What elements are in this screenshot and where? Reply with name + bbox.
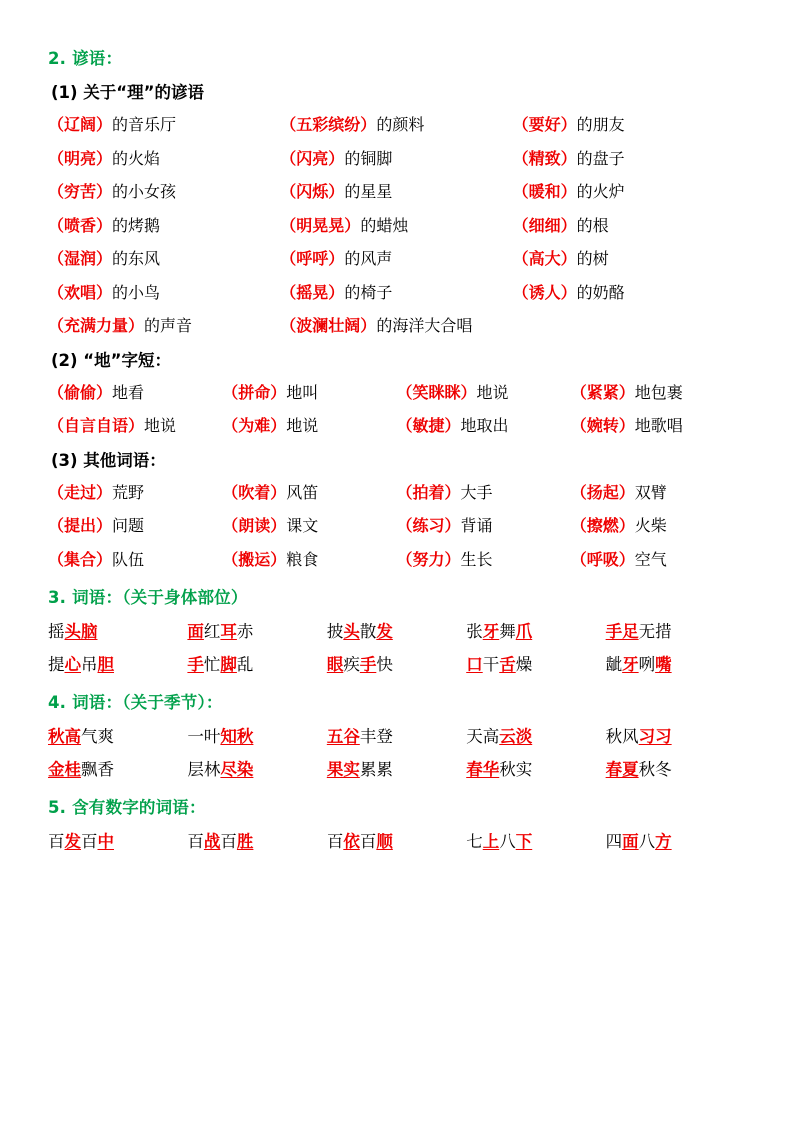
phrase-item: [280, 313, 512, 336]
phrase-answer: （五彩缤纷）: [280, 115, 377, 134]
idiom-item: [327, 828, 466, 852]
section-5-rows: [48, 828, 745, 852]
idiom-row: [48, 618, 745, 642]
idiom-item: [606, 756, 745, 780]
idiom-char: 无措: [638, 621, 672, 641]
idiom-key-char: 习习: [638, 726, 672, 746]
phrase-tail: 双臂: [634, 482, 667, 502]
idiom-key-char: 五谷: [326, 726, 360, 746]
idiom-key-char: 春夏: [605, 759, 639, 779]
idiom-key-char: 口: [466, 654, 483, 674]
phrase-tail: 地说: [286, 416, 319, 435]
phrase-answer: （闪烁）: [280, 182, 345, 201]
idiom-item: [466, 618, 605, 642]
idiom-key-char: 下: [515, 831, 533, 851]
section-2-1-rows: [48, 112, 745, 336]
idiom-key-char: 胆: [97, 654, 114, 674]
phrase-tail: 的星星: [344, 182, 393, 201]
phrase-item: [397, 547, 571, 570]
idiom-char: 累累: [359, 759, 393, 779]
phrase-answer: （吹着）: [222, 482, 287, 502]
idiom-char: 百: [220, 831, 237, 851]
idiom-char: 乱: [236, 654, 254, 674]
phrase-item: [513, 179, 745, 202]
section-2-1-title: (1) 关于“理”的谚语: [51, 83, 204, 102]
idiom-item: [187, 756, 326, 780]
idiom-key-char: 尽染: [220, 759, 254, 779]
phrase-tail: 的海洋大合唱: [376, 316, 473, 335]
idiom-item: [327, 618, 466, 642]
phrase-item: [280, 179, 512, 202]
idiom-char: 疾: [343, 654, 360, 674]
phrase-answer: （摇晃）: [280, 282, 345, 302]
phrase-answer: （充满力量）: [48, 316, 145, 335]
idiom-char: 红: [203, 621, 221, 641]
idiom-key-char: 金桂: [48, 759, 81, 779]
idiom-char: 快: [376, 654, 393, 674]
idiom-key-char: 知秋: [220, 726, 254, 746]
idiom-key-char: 发: [64, 831, 81, 851]
phrase-tail: 的铜脚: [344, 148, 393, 168]
idiom-char: 一叶: [187, 726, 221, 746]
idiom-key-char: 面: [187, 621, 204, 641]
idiom-key-char: 嘴: [655, 654, 672, 674]
phrase-item: [571, 480, 745, 503]
phrase-tail: 地说: [144, 416, 177, 435]
idiom-item: [606, 618, 745, 642]
phrase-answer: （朗读）: [222, 516, 287, 535]
idiom-item: [327, 651, 466, 675]
phrase-tail: 队伍: [112, 549, 145, 569]
idiom-key-char: 发: [376, 621, 393, 641]
idiom-row: [48, 651, 745, 675]
idiom-item: [327, 723, 466, 747]
idiom-key-char: 牙: [482, 621, 500, 641]
idiom-item: [187, 828, 326, 852]
idiom-key-char: 秋高: [48, 726, 81, 746]
phrase-item: [571, 547, 745, 570]
idiom-char: 咧: [638, 654, 656, 674]
phrase-tail: 生长: [460, 549, 493, 569]
phrase-tail: 的根: [576, 215, 609, 235]
idiom-key-char: 头: [343, 621, 360, 641]
phrase-tail: 空气: [634, 549, 667, 569]
phrase-item: [513, 112, 745, 135]
idiom-key-char: 依: [343, 831, 360, 851]
idiom-key-char: 耳: [220, 621, 237, 641]
phrase-tail: 的东风: [112, 249, 161, 268]
phrase-row: [48, 547, 745, 570]
phrase-answer: （紧紧）: [570, 382, 635, 402]
phrase-row: [48, 246, 745, 269]
phrase-answer: （敏捷）: [396, 416, 461, 435]
idiom-key-char: 爪: [515, 621, 533, 641]
idiom-key-char: 面: [622, 831, 639, 851]
idiom-key-char: 脚: [220, 654, 237, 674]
phrase-row: [48, 380, 745, 403]
phrase-item: [280, 146, 512, 169]
phrase-tail: 地歌唱: [634, 416, 683, 435]
phrase-tail: 的音乐厅: [112, 115, 177, 134]
phrase-tail: 的风声: [344, 249, 393, 268]
phrase-tail: 的树: [576, 249, 609, 268]
phrase-answer: （为难）: [222, 416, 287, 435]
phrase-row: [48, 413, 745, 436]
idiom-char: 披: [326, 621, 344, 641]
phrase-tail: 地说: [476, 382, 509, 402]
phrase-answer: （拼命）: [222, 382, 287, 402]
phrase-answer: （湿润）: [48, 249, 113, 268]
phrase-answer: （走过）: [48, 482, 113, 502]
idiom-key-char: 云淡: [499, 726, 533, 746]
idiom-row: [48, 828, 745, 852]
section-2-title: 2. 谚语：: [48, 49, 123, 68]
phrase-tail: 的盘子: [576, 148, 625, 168]
idiom-item: [466, 723, 605, 747]
phrase-answer: （暖和）: [512, 182, 577, 201]
phrase-row: [48, 213, 745, 236]
idiom-item: [606, 723, 745, 747]
phrase-item: [397, 413, 571, 436]
phrase-tail: 的奶酪: [576, 282, 625, 302]
phrase-answer: （呼呼）: [280, 249, 345, 268]
idiom-key-char: 手足: [605, 621, 639, 641]
phrase-tail: 的声音: [144, 316, 193, 335]
idiom-key-char: 方: [655, 831, 672, 851]
phrase-tail: 问题: [112, 516, 145, 535]
phrase-item: [48, 112, 280, 135]
idiom-item: [48, 651, 187, 675]
phrase-answer: （明亮）: [48, 148, 113, 168]
phrase-answer: （努力）: [396, 549, 461, 569]
section-2-3-rows: [48, 480, 745, 570]
section-4-rows: [48, 723, 745, 780]
phrase-row: [48, 480, 745, 503]
idiom-row: [48, 723, 745, 747]
idiom-char: 百: [48, 831, 65, 851]
phrase-answer: （搬运）: [222, 549, 287, 569]
idiom-char: 百: [359, 831, 377, 851]
idiom-item: [187, 723, 326, 747]
phrase-answer: （穷苦）: [48, 182, 113, 201]
idiom-key-char: 顺: [376, 831, 393, 851]
phrase-item: [571, 513, 745, 536]
phrase-item: [48, 547, 222, 570]
phrase-tail: 的朋友: [576, 115, 625, 134]
idiom-char: 七: [466, 831, 483, 851]
phrase-tail: 大手: [460, 482, 493, 502]
phrase-item: [48, 313, 280, 336]
phrase-item: [513, 280, 745, 303]
section-2-3-title: (3) 其他词语：: [51, 450, 166, 470]
idiom-item: [327, 756, 466, 780]
phrase-answer: （喷香）: [48, 215, 113, 235]
idiom-item: [187, 651, 326, 675]
phrase-answer: （欢唱）: [48, 282, 113, 302]
idiom-char: 燥: [515, 654, 533, 674]
idiom-char: 百: [187, 831, 204, 851]
phrase-item: [48, 513, 222, 536]
idiom-key-char: 舌: [499, 654, 516, 674]
phrase-tail: 地包裹: [634, 382, 683, 402]
idiom-key-char: 春华: [466, 759, 500, 779]
phrase-answer: （诱人）: [512, 282, 577, 302]
phrase-tail: 荒野: [112, 482, 145, 502]
idiom-key-char: 手: [359, 654, 377, 674]
idiom-char: 丰登: [359, 726, 393, 746]
phrase-item: [397, 380, 571, 403]
section-3-title: 3. 词语：（关于身体部位）: [48, 587, 248, 607]
section-5-title: 5. 含有数字的词语：: [48, 797, 206, 817]
idiom-char: 龇: [605, 654, 623, 674]
phrase-answer: （高大）: [512, 249, 577, 268]
phrase-answer: （要好）: [512, 115, 577, 134]
idiom-char: 摇: [48, 621, 65, 641]
phrase-tail: 课文: [286, 516, 319, 535]
idiom-char: 吊: [81, 654, 98, 674]
phrase-item: [513, 313, 745, 336]
phrase-row: [48, 146, 745, 169]
idiom-key-char: 头脑: [64, 621, 98, 641]
phrase-answer: （精致）: [512, 148, 577, 168]
phrase-item: [397, 480, 571, 503]
idiom-char: 提: [48, 654, 65, 674]
idiom-item: [48, 723, 187, 747]
phrase-answer: （明晃晃）: [280, 215, 361, 235]
idiom-item: [187, 618, 326, 642]
idiom-key-char: 果实: [326, 759, 360, 779]
phrase-answer: （辽阔）: [48, 115, 113, 134]
idiom-char: 百: [326, 831, 344, 851]
phrase-tail: 的火炉: [576, 182, 625, 201]
idiom-key-char: 手: [187, 654, 204, 674]
phrase-answer: （练习）: [396, 516, 461, 535]
phrase-item: [48, 179, 280, 202]
idiom-key-char: 中: [97, 831, 114, 851]
idiom-char: 八: [499, 831, 516, 851]
phrase-tail: 的烤鹅: [112, 215, 161, 235]
phrase-row: [48, 179, 745, 202]
idiom-char: 天高: [466, 726, 500, 746]
phrase-answer: （呼吸）: [570, 549, 635, 569]
phrase-row: [48, 112, 745, 135]
phrase-item: [280, 213, 512, 236]
idiom-char: 飘香: [81, 759, 114, 779]
idiom-char: 干: [482, 654, 500, 674]
idiom-char: 层林: [187, 759, 221, 779]
phrase-item: [48, 380, 222, 403]
phrase-tail: 的小鸟: [112, 282, 161, 302]
phrase-item: [280, 246, 512, 269]
idiom-item: [48, 618, 187, 642]
phrase-item: [513, 146, 745, 169]
phrase-tail: 的蜡烛: [360, 215, 409, 235]
phrase-item: [222, 380, 396, 403]
phrase-answer: （婉转）: [570, 416, 635, 435]
idiom-key-char: 牙: [622, 654, 639, 674]
phrase-tail: 火柴: [634, 516, 667, 535]
section-4-title: 4. 词语：（关于季节）：: [48, 692, 223, 712]
phrase-tail: 地看: [112, 382, 145, 402]
idiom-char: 气爽: [81, 726, 114, 746]
phrase-row: [48, 280, 745, 303]
phrase-tail: 的火焰: [112, 148, 161, 168]
idiom-item: [606, 651, 745, 675]
phrase-item: [48, 413, 222, 436]
idiom-key-char: 胜: [236, 831, 254, 851]
phrase-tail: 背诵: [460, 516, 493, 535]
idiom-char: 赤: [236, 621, 254, 641]
phrase-tail: 粮食: [286, 549, 319, 569]
idiom-item: [466, 651, 605, 675]
phrase-item: [571, 380, 745, 403]
phrase-item: [48, 280, 280, 303]
idiom-item: [466, 756, 605, 780]
phrase-item: [280, 280, 512, 303]
phrase-answer: （细细）: [512, 215, 577, 235]
idiom-key-char: 战: [203, 831, 221, 851]
phrase-item: [48, 146, 280, 169]
idiom-key-char: 上: [482, 831, 500, 851]
section-2-2-rows: [48, 380, 745, 437]
idiom-char: 舞: [499, 621, 516, 641]
phrase-item: [280, 112, 512, 135]
phrase-item: [513, 246, 745, 269]
phrase-tail: 地叫: [286, 382, 319, 402]
section-3-rows: [48, 618, 745, 675]
phrase-answer: （波澜壮阔）: [280, 316, 377, 335]
phrase-answer: （自言自语）: [48, 416, 145, 435]
phrase-item: [222, 547, 396, 570]
idiom-item: [48, 828, 187, 852]
phrase-tail: 的椅子: [344, 282, 393, 302]
phrase-item: [397, 513, 571, 536]
idiom-char: 秋冬: [638, 759, 672, 779]
phrase-tail: 风笛: [286, 482, 319, 502]
idiom-char: 散: [359, 621, 377, 641]
idiom-key-char: 眼: [326, 654, 344, 674]
idiom-char: 秋风: [605, 726, 639, 746]
phrase-tail: 的小女孩: [112, 182, 177, 201]
phrase-item: [48, 480, 222, 503]
phrase-answer: （提出）: [48, 516, 113, 535]
idiom-item: [48, 756, 187, 780]
idiom-key-char: 心: [64, 654, 81, 674]
phrase-item: [513, 213, 745, 236]
phrase-item: [222, 413, 396, 436]
idiom-char: 四: [605, 831, 623, 851]
idiom-row: [48, 756, 745, 780]
phrase-item: [222, 513, 396, 536]
phrase-answer: （偷偷）: [48, 382, 113, 402]
phrase-item: [571, 413, 745, 436]
phrase-item: [222, 480, 396, 503]
phrase-answer: （笑眯眯）: [396, 382, 477, 402]
idiom-item: [466, 828, 605, 852]
idiom-char: 百: [81, 831, 98, 851]
idiom-char: 忙: [203, 654, 221, 674]
idiom-char: 张: [466, 621, 483, 641]
phrase-answer: （闪亮）: [280, 148, 345, 168]
section-2-2-title: (2) “地”字短：: [51, 350, 171, 370]
phrase-row: [48, 313, 745, 336]
phrase-tail: 的颜料: [376, 115, 425, 134]
idiom-char: 秋实: [499, 759, 533, 779]
phrase-answer: （集合）: [48, 549, 113, 569]
idiom-char: 八: [638, 831, 656, 851]
idiom-item: [606, 828, 745, 852]
phrase-tail: 地取出: [460, 416, 509, 435]
phrase-item: [48, 213, 280, 236]
phrase-answer: （拍着）: [396, 482, 461, 502]
phrase-answer: （扬起）: [570, 482, 635, 502]
phrase-answer: （擦燃）: [570, 516, 635, 535]
phrase-row: [48, 513, 745, 536]
phrase-item: [48, 246, 280, 269]
